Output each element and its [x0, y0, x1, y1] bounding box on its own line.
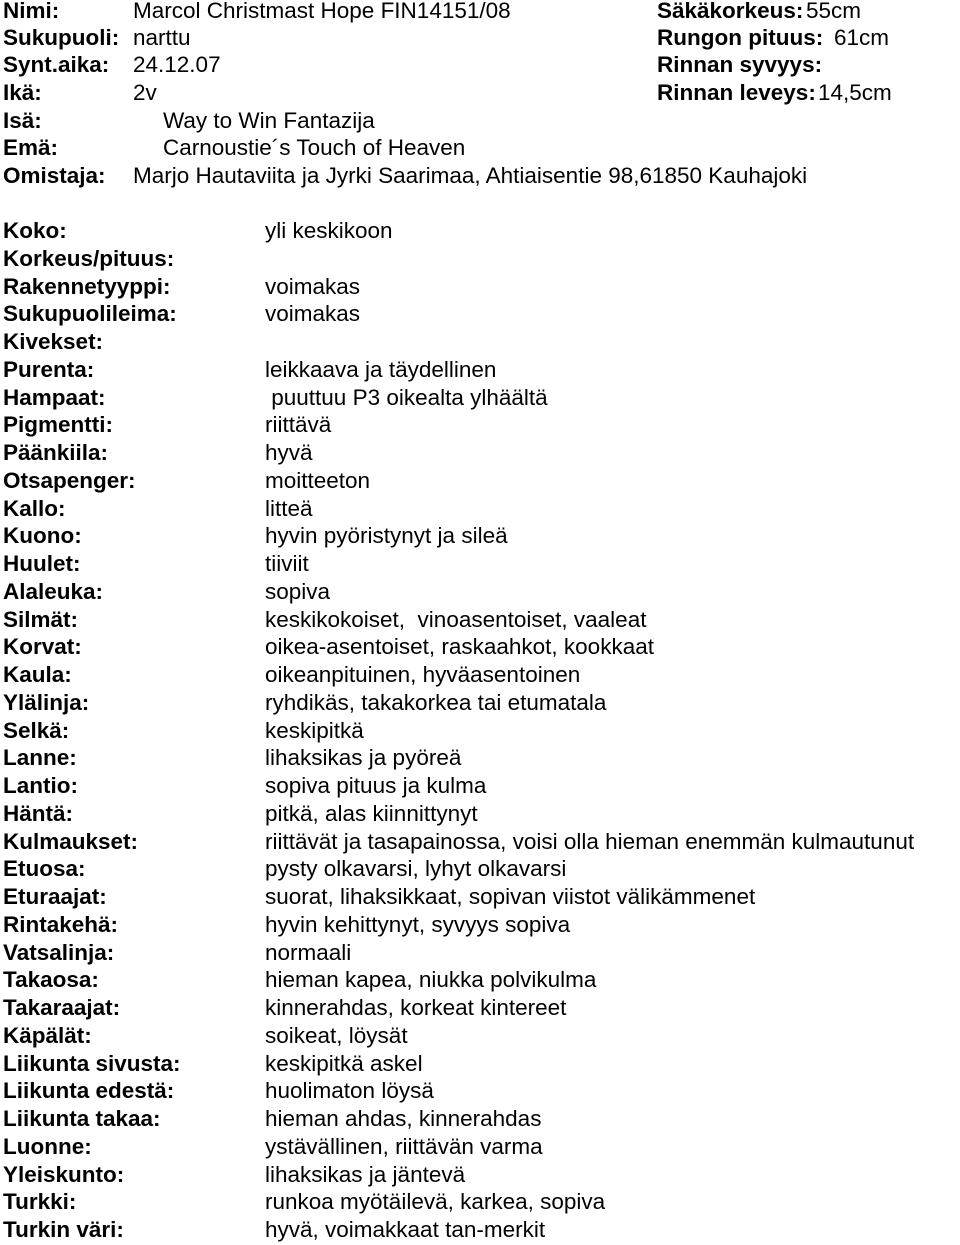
header-value: Carnoustie´s Touch of Heaven: [163, 135, 466, 160]
evaluation-value: hyvin kehittynyt, syvyys sopiva: [265, 911, 571, 937]
header-value: Marjo Hautaviita ja Jyrki Saarimaa, Ahtiaisentie 98,61850 Kauhajoki: [133, 163, 808, 188]
evaluation-label: Lanne:: [3, 745, 77, 771]
evaluation-value: litteä: [265, 495, 313, 521]
evaluation-value: hyvin pyöristynyt ja sileä: [265, 523, 508, 549]
header-label: Sukupuoli:: [3, 25, 120, 50]
evaluation-value: pitkä, alas kiinnittynyt: [265, 800, 478, 826]
evaluation-label: Rintakehä:: [3, 911, 119, 937]
evaluation-label: Alaleuka:: [3, 578, 104, 604]
evaluation-label: Hampaat:: [3, 384, 106, 410]
evaluation-label: Liikunta sivusta:: [3, 1050, 181, 1076]
header-right-value: 61cm: [834, 25, 890, 50]
evaluation-value: yli keskikoon: [265, 218, 393, 243]
header-right-label: Rungon pituus:: [657, 25, 824, 50]
header-label: Isä:: [3, 108, 42, 133]
evaluation-label: Huulet:: [3, 551, 81, 576]
evaluation-label: Takaosa:: [3, 967, 99, 993]
evaluation-value: voimakas: [265, 301, 361, 327]
evaluation-value: kinnerahdas, korkeat kintereet: [265, 995, 567, 1020]
evaluation-label: Pigmentti:: [3, 412, 113, 438]
evaluation-value: ystävällinen, riittävän varma: [265, 1133, 543, 1159]
evaluation-value: lihaksikas ja pyöreä: [265, 745, 462, 771]
evaluation-value: voimakas: [265, 273, 361, 299]
evaluation-value: tiiviit: [265, 551, 309, 576]
evaluation-value: keskikokoiset, vinoasentoiset, vaaleat: [265, 606, 647, 632]
evaluation-label: Kuono:: [3, 523, 82, 549]
evaluation-label: Luonne:: [3, 1133, 92, 1159]
header-right-value: 14,5cm: [818, 80, 892, 105]
evaluation-value: keskipitkä: [265, 717, 364, 743]
evaluation-label: Häntä:: [3, 800, 74, 826]
evaluation-value: oikea-asentoiset, raskaahkot, kookkaat: [265, 634, 654, 660]
evaluation-value: hyvä: [265, 440, 313, 465]
evaluation-label: Käpälät:: [3, 1022, 92, 1048]
header-value: Way to Win Fantazija: [163, 108, 375, 133]
evaluation-value: runkoa myötäilevä, karkea, sopiva: [265, 1189, 606, 1215]
evaluation-value: riittävät ja tasapainossa, voisi olla hieman enemmän kulmautunut: [265, 828, 915, 854]
evaluation-value: keskipitkä askel: [265, 1050, 423, 1076]
header-value: Marcol Christmast Hope FIN14151/08: [133, 0, 511, 23]
evaluation-value: soikeat, löysät: [265, 1022, 408, 1048]
evaluation-value: puuttuu P3 oikealta ylhäältä: [265, 384, 548, 410]
evaluation-label: Päänkiila:: [3, 440, 109, 465]
evaluation-label: Turkin väri:: [3, 1217, 124, 1242]
evaluation-label: Koko:: [3, 218, 67, 243]
evaluation-value: suorat, lihaksikkaat, sopivan viistot välikämmenet: [265, 884, 756, 909]
evaluation-value: hyvä, voimakkaat tan-merkit: [265, 1217, 546, 1242]
evaluation-label: Yleiskunto:: [3, 1161, 125, 1187]
evaluation-label: Rakennetyyppi:: [3, 273, 171, 299]
evaluation-label: Liikunta edestä:: [3, 1078, 175, 1104]
evaluation-label: Turkki:: [3, 1189, 77, 1215]
header-value: 24.12.07: [133, 52, 221, 77]
evaluation-label: Takaraajat:: [3, 995, 121, 1020]
evaluation-label: Purenta:: [3, 356, 95, 382]
evaluation-label: Kaula:: [3, 662, 72, 687]
evaluation-value: normaali: [265, 939, 352, 965]
evaluation-value: hieman kapea, niukka polvikulma: [265, 967, 597, 993]
evaluation-label: Kallo:: [3, 495, 66, 521]
evaluation-label: Kulmaukset:: [3, 828, 139, 854]
evaluation-value: lihaksikas ja jäntevä: [265, 1161, 466, 1187]
evaluation-value: sopiva pituus ja kulma: [265, 773, 487, 798]
evaluation-label: Eturaajat:: [3, 884, 107, 909]
header-right-label: Rinnan leveys:: [657, 80, 816, 105]
header-label: Nimi:: [3, 0, 60, 23]
evaluation-value: leikkaava ja täydellinen: [265, 356, 497, 382]
evaluation-label: Etuosa:: [3, 856, 86, 882]
evaluation-label: Korkeus/pituus:: [3, 245, 175, 271]
evaluation-value: oikeanpituinen, hyväasentoinen: [265, 662, 581, 687]
evaluation-label: Lantio:: [3, 773, 78, 798]
evaluation-label: Selkä:: [3, 717, 70, 743]
evaluation-label: Kivekset:: [3, 329, 104, 354]
header-right-value: 55cm: [806, 0, 862, 23]
evaluation-value: pysty olkavarsi, lyhyt olkavarsi: [265, 856, 567, 882]
header-label: Emä:: [3, 135, 59, 160]
evaluation-value: sopiva: [265, 578, 331, 604]
evaluation-label: Liikunta takaa:: [3, 1106, 161, 1131]
header-right-label: Säkäkorkeus:: [657, 0, 804, 23]
evaluation-label: Otsapenger:: [3, 467, 136, 493]
evaluation-value: huolimaton löysä: [265, 1078, 434, 1104]
evaluation-value: moitteeton: [265, 467, 371, 493]
evaluation-label: Vatsalinja:: [3, 939, 115, 965]
header-value: narttu: [133, 25, 191, 50]
evaluation-value: ryhdikäs, takakorkea tai etumatala: [265, 689, 607, 715]
evaluation-label: Sukupuolileima:: [3, 301, 177, 327]
evaluation-label: Ylälinja:: [3, 689, 90, 715]
header-value: 2v: [133, 80, 157, 105]
evaluation-value: riittävä: [265, 412, 332, 438]
evaluation-label: Silmät:: [3, 606, 79, 632]
evaluation-label: Korvat:: [3, 634, 82, 660]
header-label: Ikä:: [3, 80, 42, 105]
header-label: Synt.aika:: [3, 52, 110, 77]
header-label: Omistaja:: [3, 163, 106, 188]
header-right-label: Rinnan syvyys:: [657, 52, 823, 77]
evaluation-value: hieman ahdas, kinnerahdas: [265, 1106, 542, 1131]
